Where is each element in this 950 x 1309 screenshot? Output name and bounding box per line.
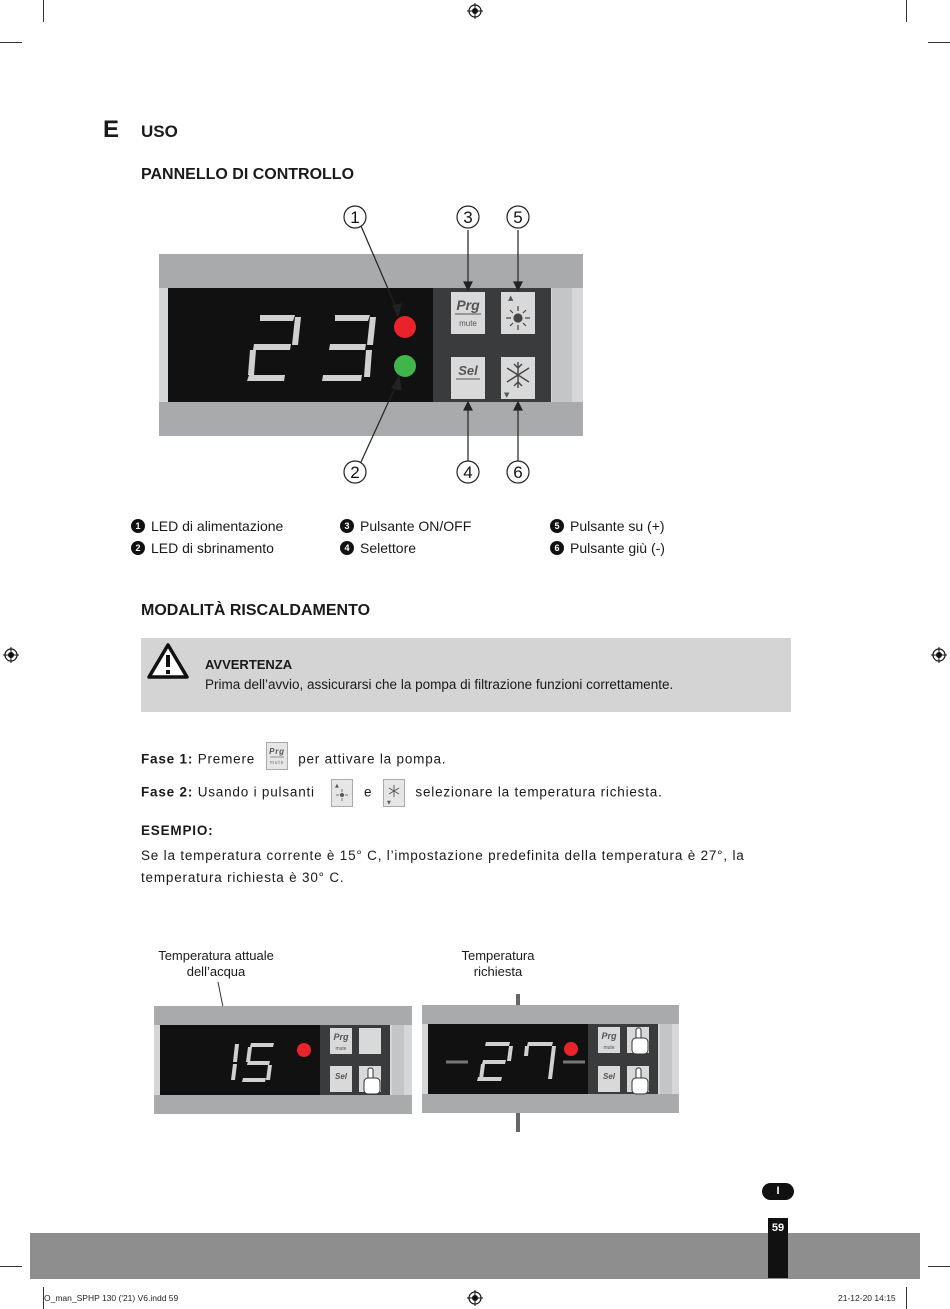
legend-item <box>131 518 283 534</box>
current-temp-caption-line-2: dell’acqua <box>186 964 246 979</box>
step-2-pre: Usando i pulsanti <box>197 784 315 800</box>
heating-mode-heading: MODALITÀ RISCALDAMENTO <box>141 602 371 619</box>
step-1-label: Fase 1: <box>141 751 194 767</box>
registration-mark-icon <box>467 3 483 19</box>
control-panel-diagram <box>150 200 590 490</box>
page-number: 59 <box>768 1218 788 1278</box>
legend-item <box>550 540 665 556</box>
date-slug: 21-12-20 14:15 <box>838 1293 896 1303</box>
step-2 <box>141 779 663 807</box>
callout-4: 4 <box>463 463 473 482</box>
power-led <box>394 316 416 338</box>
current-temp-caption <box>146 948 286 980</box>
legend-number: 5 <box>550 519 564 533</box>
legend-label: Pulsante ON/OFF <box>360 518 472 534</box>
mute-label: mute <box>459 319 477 328</box>
requested-temp-caption-line-1: Temperatura <box>461 948 535 963</box>
requested-temp-panel <box>418 980 683 1135</box>
prg-mini-button-icon <box>266 742 288 770</box>
svg-text:mute: mute <box>603 1045 615 1051</box>
crop-mark <box>906 0 907 22</box>
control-panel-heading: PANNELLO DI CONTROLLO <box>141 166 355 183</box>
warning-text: Prima dell’avvio, assicurarsi che la pompa di filtrazione funzioni correttamente. <box>205 677 674 692</box>
crop-mark <box>0 1266 22 1267</box>
callout-6: 6 <box>513 463 523 482</box>
svg-text:▲: ▲ <box>335 783 341 789</box>
requested-temp-caption-line-2: richiesta <box>473 964 523 979</box>
callout-5: 5 <box>513 208 523 227</box>
step-2-post: selezionare la temperatura richiesta. <box>415 784 663 800</box>
requested-temp-caption <box>440 948 556 980</box>
down-arrow-label: ▼ <box>504 391 510 399</box>
svg-text:mute: mute <box>335 1046 347 1052</box>
section-title: USO <box>141 122 178 141</box>
example-title: ESEMPIO: <box>141 823 214 838</box>
file-slug: O_man_SPHP 130 ('21) V6.indd 59 <box>44 1293 179 1303</box>
crop-mark <box>0 42 22 43</box>
warning-triangle-icon <box>146 642 190 680</box>
svg-text:▼: ▼ <box>386 800 392 806</box>
legend-item <box>550 518 665 534</box>
legend-label: Selettore <box>360 540 417 556</box>
svg-text:Prg: Prg <box>333 1032 349 1042</box>
current-temp-caption-line-1: Temperatura attuale <box>158 948 274 963</box>
legend-label: LED di alimentazione <box>151 518 284 534</box>
svg-text:Sel: Sel <box>334 1072 348 1081</box>
example-text: Se la temperatura corrente è 15° C, l’impostazione predefinita della temperatura è 27°, la temperatura richiesta è 30° C. <box>141 848 745 885</box>
callout-1: 1 <box>350 208 360 227</box>
prg-button-label[interactable]: Prg <box>456 297 480 313</box>
legend-number: 1 <box>131 519 145 533</box>
sun-mini-button-icon <box>331 779 353 807</box>
legend-number: 4 <box>340 541 354 555</box>
legend-item <box>131 540 274 556</box>
current-temp-panel <box>150 980 415 1120</box>
step-1-pre: Premere <box>197 751 256 767</box>
step-1 <box>141 746 446 774</box>
legend-label: Pulsante su (+) <box>570 518 665 534</box>
callout-2: 2 <box>350 463 360 482</box>
up-arrow-label: ▲ <box>508 294 514 302</box>
step-1-post: per attivare la pompa. <box>298 751 447 767</box>
warning-box <box>141 638 791 712</box>
legend-item <box>340 518 471 534</box>
svg-text:mute: mute <box>269 760 284 766</box>
legend-item <box>340 540 416 556</box>
legend-number: 2 <box>131 541 145 555</box>
svg-text:Prg: Prg <box>601 1031 617 1041</box>
legend-number: 3 <box>340 519 354 533</box>
svg-text:Prg: Prg <box>268 747 285 756</box>
warning-title: AVVERTENZA <box>205 657 293 672</box>
crop-mark <box>928 1266 950 1267</box>
section-letter: E <box>103 116 120 143</box>
crop-mark <box>43 0 44 22</box>
step-2-label: Fase 2: <box>141 784 194 800</box>
callout-3: 3 <box>463 208 473 227</box>
legend-number: 6 <box>550 541 564 555</box>
sel-button-label[interactable]: Sel <box>458 363 478 378</box>
legend-label: LED di sbrinamento <box>151 540 274 556</box>
crop-mark <box>906 1287 907 1309</box>
svg-text:Sel: Sel <box>602 1072 616 1081</box>
legend-label: Pulsante giù (-) <box>570 540 665 556</box>
step-2-and: e <box>363 784 373 800</box>
registration-mark-icon <box>467 1290 483 1306</box>
language-badge: I <box>762 1183 794 1200</box>
registration-mark-icon <box>931 647 947 663</box>
defrost-led <box>394 355 416 377</box>
crop-mark <box>928 42 950 43</box>
registration-mark-icon <box>3 647 19 663</box>
snowflake-mini-button-icon <box>383 779 405 807</box>
